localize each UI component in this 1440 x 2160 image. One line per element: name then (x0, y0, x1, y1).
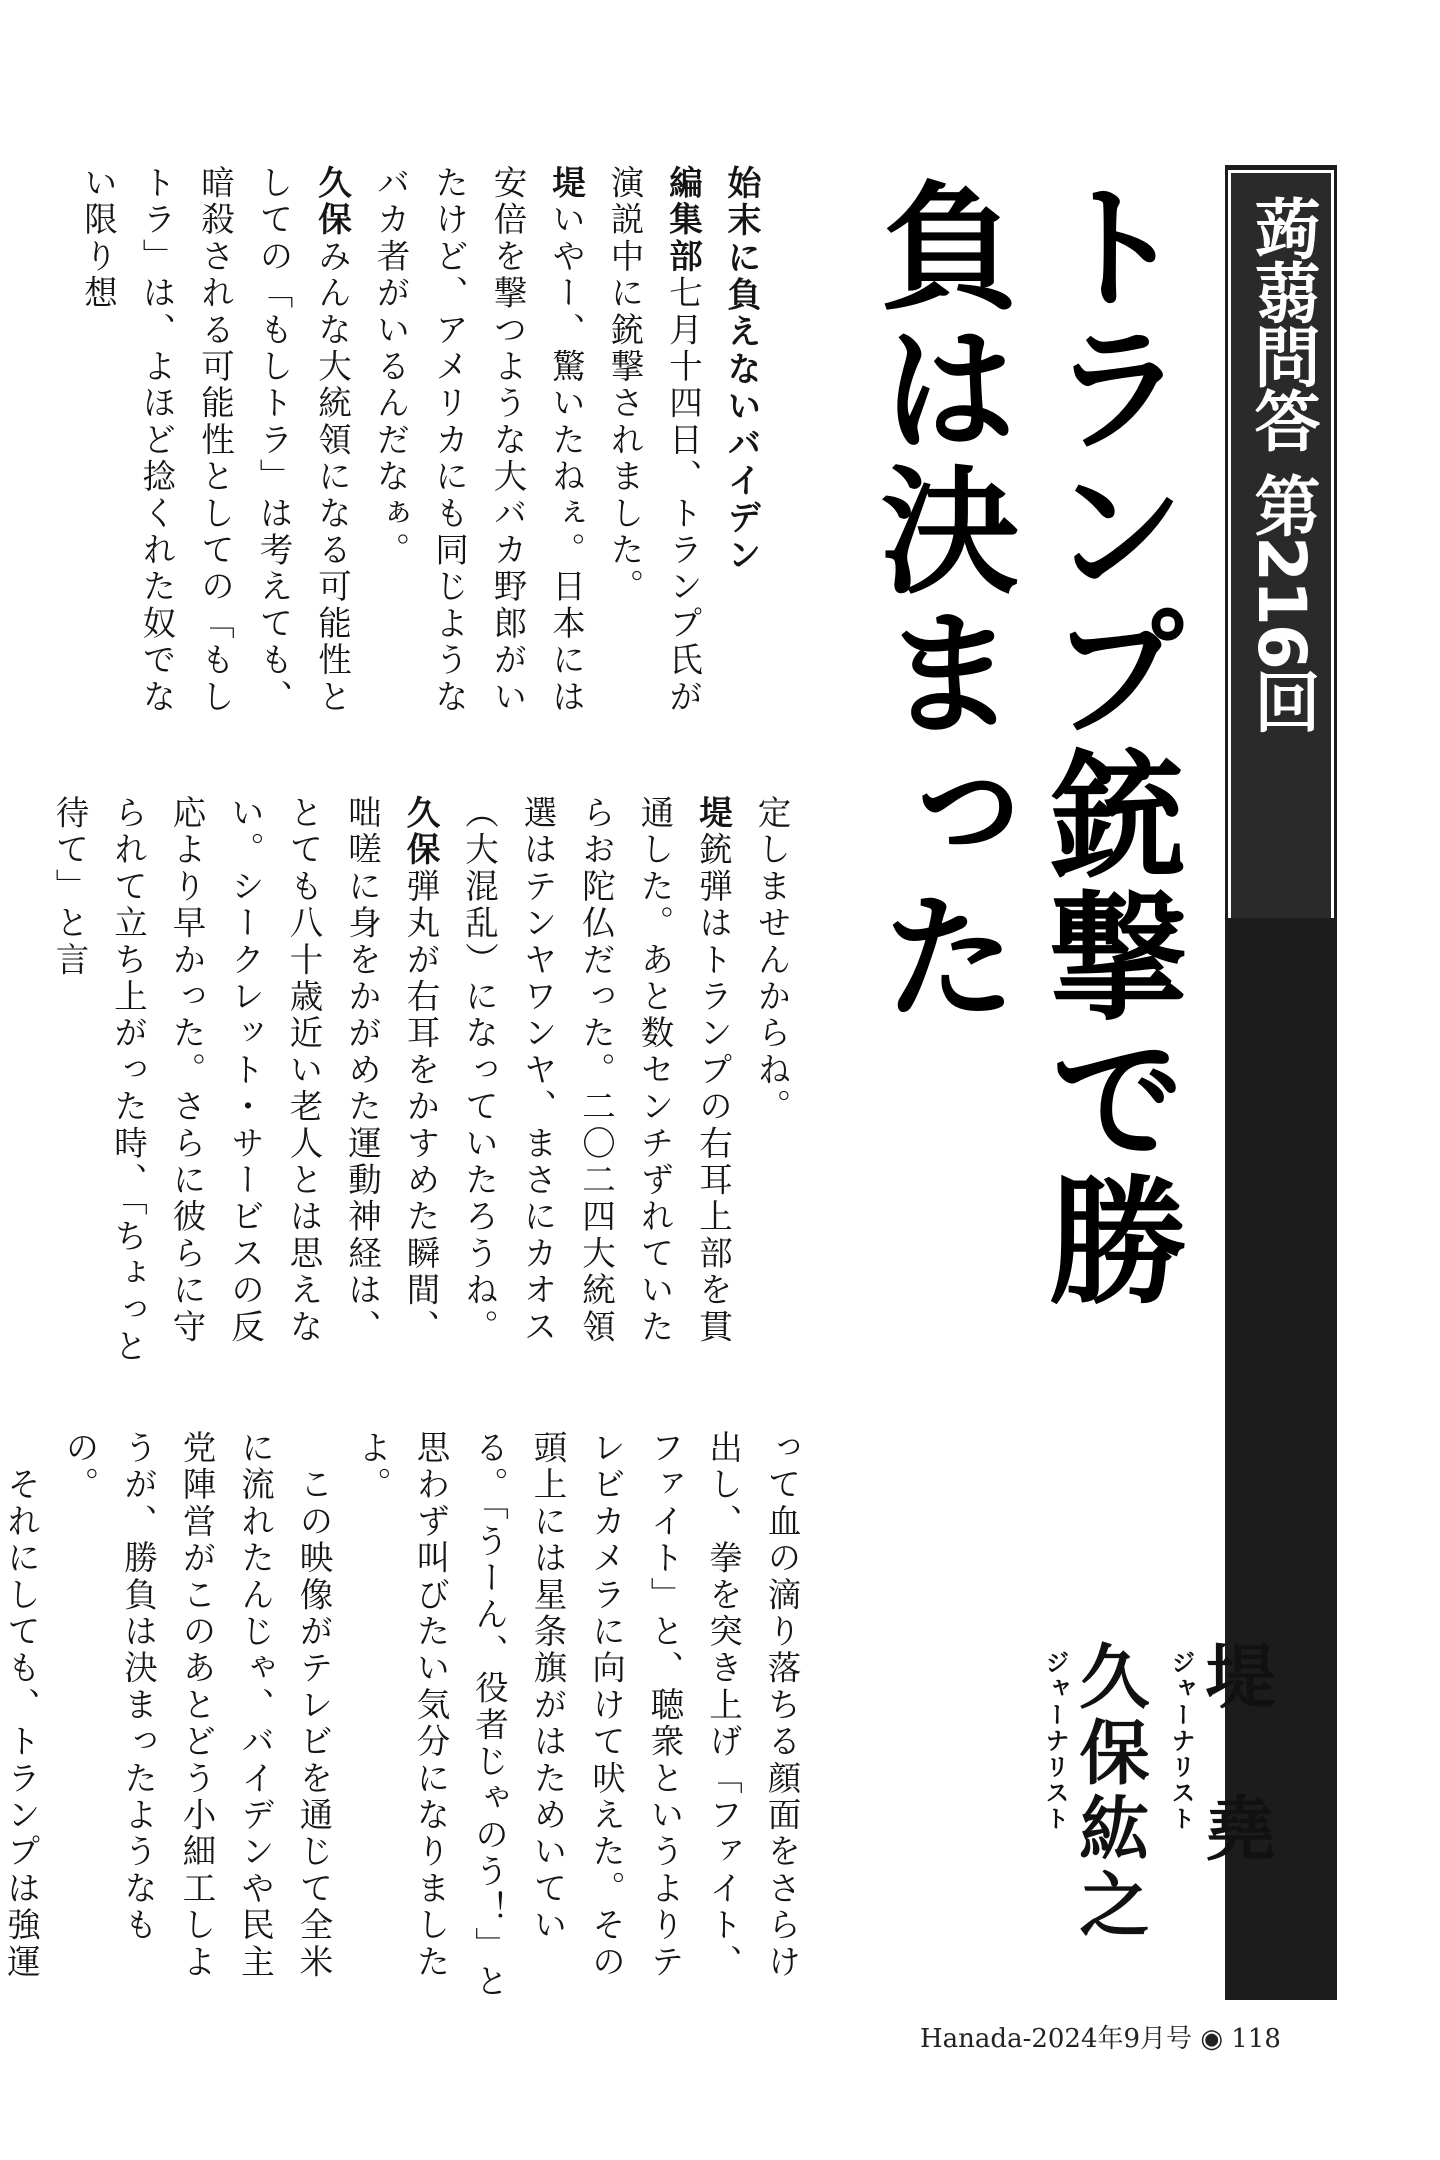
page-footer: Hanada-2024年9月号 ◉ 118 (920, 2024, 1281, 2054)
paragraph (68, 165, 361, 745)
speaker-label: 堤 (693, 795, 733, 832)
paragraph (361, 165, 595, 745)
paragraph (0, 1430, 50, 2010)
paragraph-text: 銃弾はトランプの右耳上部を貫通した。あと数センチずれていたらお陀仏だった。二〇二四大統領選はテンヤワンヤ、まさにカオス（大混乱）になっていたろうね。 (459, 795, 733, 1346)
series-label: 蒟蒻問答 第216回 (1243, 195, 1320, 732)
author-tsutsumi (1166, 1640, 1277, 2000)
paragraph-text: それにしても、トランプは強運 (1, 1466, 41, 1981)
paragraph-text: みんな大統領になる可能性としての「もしトラ」は考えても、暗殺される可能性としての「もしトラ」は、よほど捻くれた奴でない限り想 (78, 165, 352, 716)
speaker-label: 久保 (401, 795, 440, 869)
headline: トランプ銃撃で勝負は決まった (858, 175, 1187, 1311)
subheading: 始末に負えないバイデン (721, 165, 761, 575)
author-name: 堤 堯 (1194, 1640, 1277, 1868)
author-byline (1040, 1640, 1277, 2000)
paragraph-text: 弾丸が右耳をかすめた瞬間、咄嗟に身をかがめた運動神経は、とても八十歳近い老人とは思えない。シークレット・サービスの反応より早かった。さらに彼らに守られて立ち上がった時、「ちょっと待て」と言 (50, 795, 440, 1366)
series-badge (1228, 170, 1334, 918)
article-block-3 (0, 1430, 810, 2010)
speaker-label: 編集部 (663, 165, 703, 276)
paragraph (40, 795, 450, 1375)
paragraph-text: 定しませんからね。 (752, 795, 791, 1126)
paragraph (342, 1430, 810, 2010)
paragraph-text: 七月十四日、トランプ氏が演説中に銃撃されました。 (605, 165, 703, 716)
paragraph (595, 165, 712, 745)
speaker-label: 堤 (546, 165, 586, 202)
paragraph (449, 795, 742, 1375)
paragraph-text: って血の滴り落ちる顔面をさらけ出し、拳を突き上げ「ファイト、ファイト」と、聴衆というよりテレビカメラに向けて吠えた。その頭上には星条旗がはためいている。「うーん、役者じゃのう！」と思わず叫びたい気分になりましたよ。 (352, 1430, 801, 2001)
paragraph-text: この映像がテレビを通じて全米に流れたんじゃ、バイデンや民主党陣営がこのあとどう小細工しようが、勝負は決まったようなもの。 (60, 1430, 333, 1981)
paragraph-text: いやー、驚いたねぇ。日本には安倍を撃つような大バカ野郎がいたけど、アメリカにも同じようなバカ者がいるんだなぁ。 (371, 165, 586, 716)
paragraph (742, 795, 801, 1375)
author-kubo (1040, 1640, 1151, 2000)
author-role: ジャーナリスト (1041, 1650, 1069, 1832)
article-block-2 (40, 795, 801, 1375)
paragraph (50, 1430, 343, 2010)
author-role: ジャーナリスト (1167, 1650, 1195, 1832)
speaker-label: 久保 (312, 165, 352, 239)
article-block-1 (68, 165, 770, 745)
author-name: 久保紘之 (1068, 1640, 1151, 1944)
